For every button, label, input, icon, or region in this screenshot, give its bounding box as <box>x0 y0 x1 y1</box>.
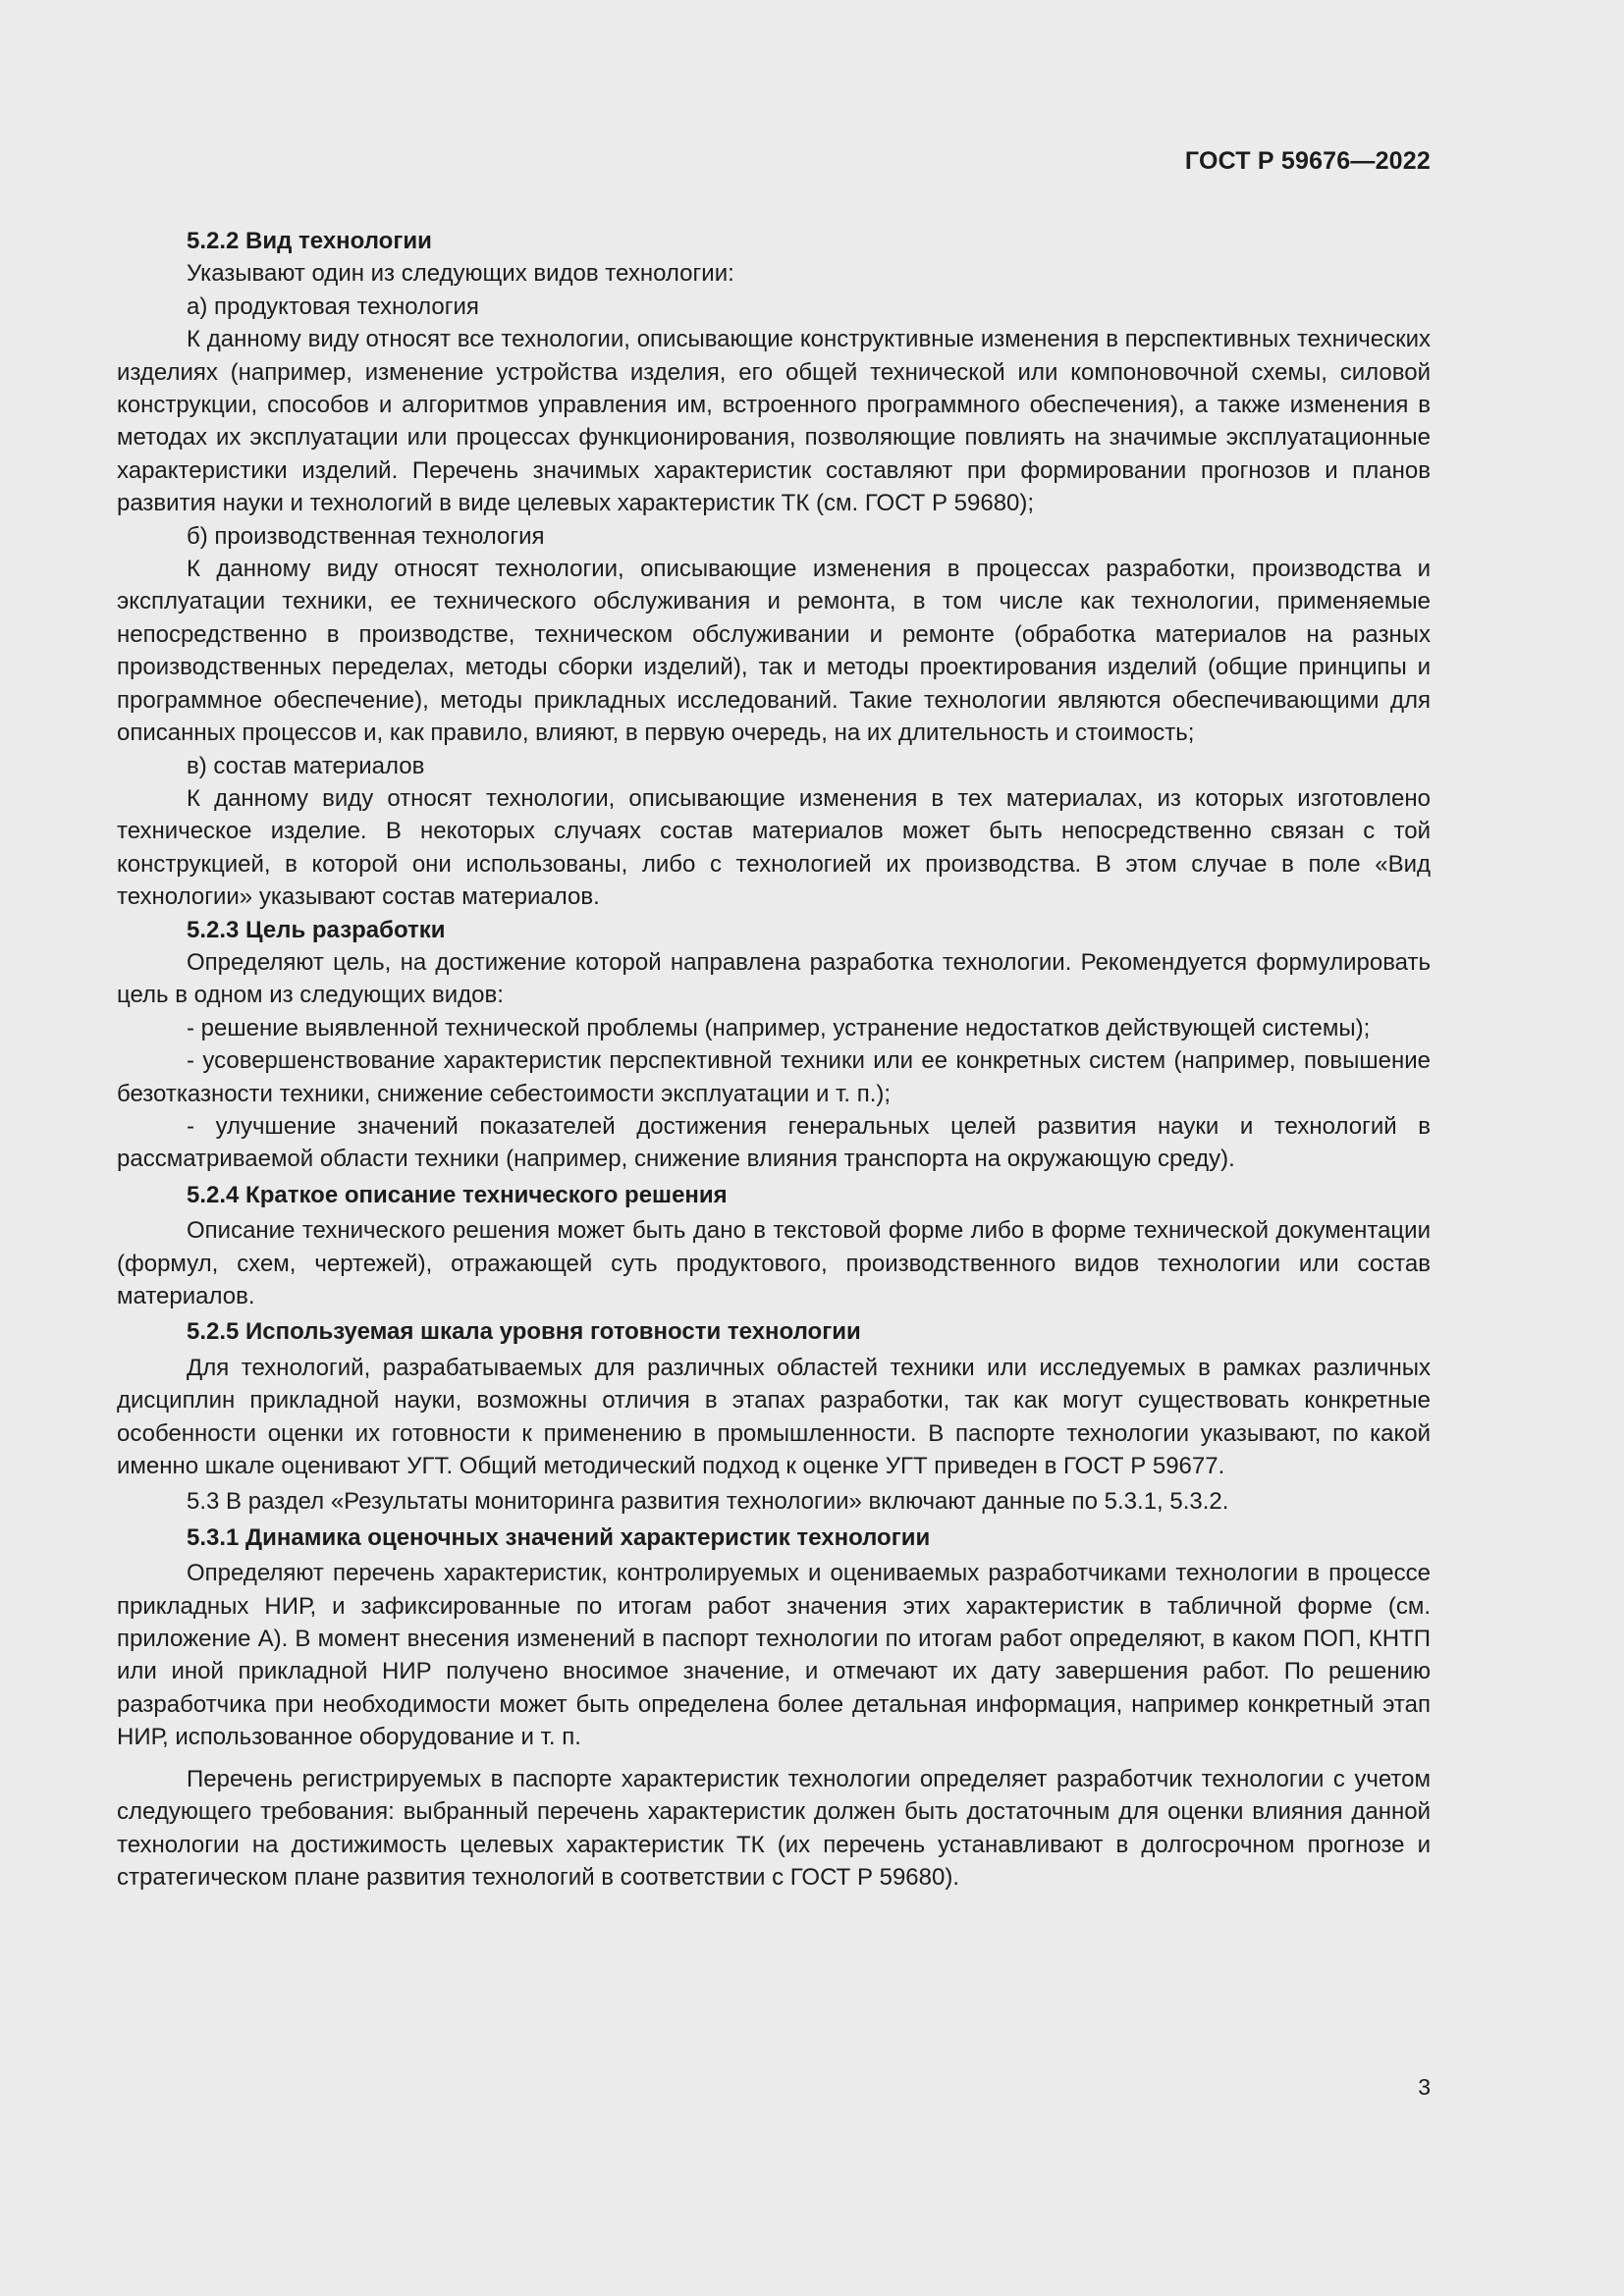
list-item-a: а) продуктовая технология <box>187 293 479 320</box>
paragraph: Для технологий, разрабатываемых для различных областей техники или исследуемых в рамках различных дисциплин прикладной науки, возможны отличия в этапах разработки, так как могут существовать конкретные особенности оценки их готовности к применению в промышленности. В паспорте технологии указывают, по какой именно шкале оценивают УГТ. Общий методический подход к оценке УГТ приведен в ГОСТ Р 59677. <box>117 1354 1431 1480</box>
paragraph: Описание технического решения может быть дано в текстовой форме либо в форме технической документации (формул, схем, чертежей), отражающей суть продуктового, производственного видов технологии или состав материалов. <box>117 1217 1431 1309</box>
paragraph: Определяют перечень характеристик, контролируемых и оцениваемых разработчиками технологии в процессе прикладных НИР, и зафиксированные по итогам работ значения этих характеристик в табличной форме (см. приложение А). В момент внесения изменений в паспорт технологии по итогам работ определяют, в каком ПОП, КНТП или иной прикладной НИР получено вносимое значение, и отмечают их дату завершения работ. По решению разработчика при необходимости может быть определена более детальная информация, например конкретный этап НИР, использованное оборудование и т. п. <box>117 1560 1431 1751</box>
paragraph: Указывают один из следующих видов технологии: <box>187 260 734 288</box>
bullet-item: - усовершенствование характеристик перспективной техники или ее конкретных систем (например, повышение безотказности техники, снижение себестоимости эксплуатации и т. п.); <box>117 1047 1431 1107</box>
section-heading-5-2-4: 5.2.4 Краткое описание технического решения <box>187 1181 728 1208</box>
section-heading-5-2-3: 5.2.3 Цель разработки <box>187 916 446 943</box>
list-item-v: в) состав материалов <box>187 752 425 779</box>
list-item-b: б) производственная технология <box>187 522 545 550</box>
section-heading-5-2-5: 5.2.5 Используемая шкала уровня готовности технологии <box>187 1318 861 1346</box>
bullet-item: - решение выявленной технической проблемы (например, устранение недостатков действующей системы); <box>187 1014 1371 1041</box>
paragraph: Определяют цель, на достижение которой направлена разработка технологии. Рекомендуется формулировать цель в одном из следующих видов: <box>117 948 1431 1009</box>
paragraph-section-5-3: 5.3 В раздел «Результаты мониторинга развития технологии» включают данные по 5.3.1, 5.3.2. <box>187 1488 1229 1516</box>
paragraph: К данному виду относят все технологии, описывающие конструктивные изменения в перспективных технических изделиях (например, изменение устройства изделия, его общей технической или компоновочной схемы, силовой конструкции, способов и алгоритмов управления им, встроенного программного обеспечения), а также изменения в методах их эксплуатации или процессах функционирования, позволяющие повлиять на значимые эксплуатационные характеристики изделий. Перечень значимых характеристик составляют при формировании прогнозов и планов развития науки и технологий в виде целевых характеристик ТК (см. ГОСТ Р 59680); <box>117 326 1431 517</box>
paragraph: Перечень регистрируемых в паспорте характеристик технологии определяет разработчик технологии с учетом следующего требования: выбранный перечень характеристик должен быть достаточным для оценки влияния данной технологии на достижимость целевых характеристик ТК (их перечень устанавливают в долгосрочном прогнозе и стратегическом плане развития технологий в соответствии с ГОСТ Р 59680). <box>117 1765 1431 1891</box>
section-heading-5-3-1: 5.3.1 Динамика оценочных значений характеристик технологии <box>187 1523 931 1551</box>
paragraph: К данному виду относят технологии, описывающие изменения в тех материалах, из которых изготовлено техническое изделие. В некоторых случаях состав материалов может быть непосредственно связан с той конструкцией, в которой они использованы, либо с технологией их производства. В этом случае в поле «Вид технологии» указывают состав материалов. <box>117 784 1431 911</box>
section-heading-5-2-2: 5.2.2 Вид технологии <box>187 228 432 254</box>
document-body <box>117 225 1431 1894</box>
document-code-header: ГОСТ Р 59676—2022 <box>1184 147 1431 175</box>
paragraph: К данному виду относят технологии, описывающие изменения в процессах разработки, производства и эксплуатации техники, ее технического обслуживания и ремонта, в том числе как технологии, применяемые непосредственно в производстве, техническом обслуживании и ремонте (обработка материалов на разных производственных переделах, методы сборки изделий), так и методы проектирования изделий (общие принципы и программное обеспечение), методы прикладных исследований. Такие технологии являются обеспечивающими для описанных процессов и, как правило, влияют, в первую очередь, на их длительность и стоимость; <box>117 556 1431 747</box>
page-number: 3 <box>1418 2074 1431 2100</box>
bullet-item: - улучшение значений показателей достижения генеральных целей развития науки и технологий в рассматриваемой области техники (например, снижение влияния транспорта на окружающую среду). <box>117 1112 1431 1173</box>
